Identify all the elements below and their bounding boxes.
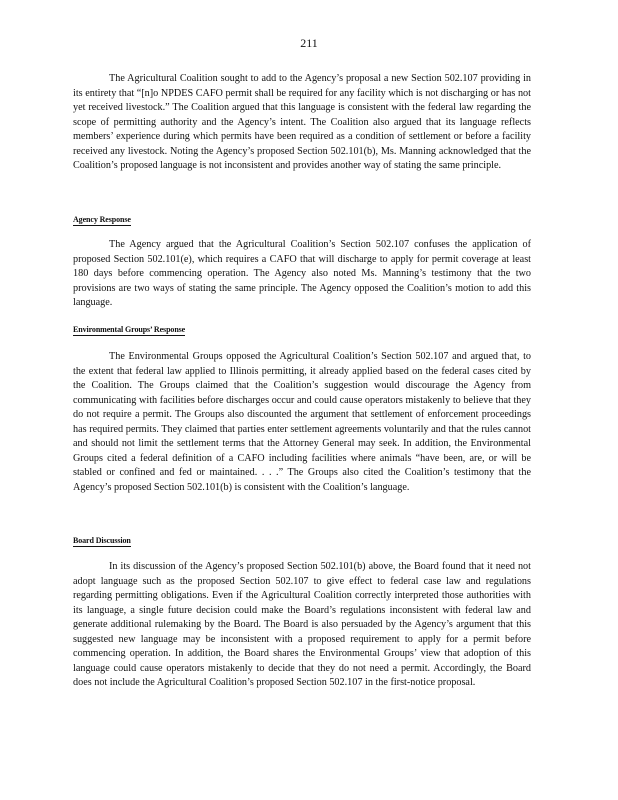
paragraph-environmental-groups-response: The Environmental Groups opposed the Agricultural Coalition’s Section 502.107 and argued that, to the extent that federal law applied to Illinois permitting, it already applied based on the federal cases cited by the Coalition. The Groups claimed that the Coalition’s suggestion would discourage the Agency from communicating with facilities before discharges occur and could cause operators mistakenly to believe that they do not require a permit. The Groups also discounted the argument that settlement of enforcement proceedings has required permits. They claimed that parties enter settlement agreements voluntarily and that the rules cannot and should not limit the settlement terms that the Attorney General may seek. In addition, the Environmental Groups cited a federal definition of a CAFO including facilities where animals “have been, are, or will be stabled or confined and fed or maintained. . . .” The Groups also cited the Coalition’s testimony that the Agency’s proposed Section 502.101(b) is consistent with the Coalition’s language. <box>73 351 531 493</box>
paragraph-agency-response: The Agency argued that the Agricultural Coalition’s Section 502.107 confuses the application of proposed Section 502.101(e), which requires a CAFO that will discharge to apply for permit coverage at least 180 days before commencing operation. The Agency also noted Ms. Manning’s testimony that the two provisions are two ways of stating the same principle. The Agency opposed the Coalition’s motion to add this language. <box>73 239 531 308</box>
heading-board-discussion: Board Discussion <box>73 536 131 545</box>
page-number: 211 <box>300 36 318 50</box>
heading-environmental-groups-response: Environmental Groups’ Response <box>73 325 186 334</box>
heading-agency-response: Agency Response <box>73 215 131 224</box>
paragraph-coalition-proposal: The Agricultural Coalition sought to add to the Agency’s proposal a new Section 502.107 providing in its entirety that “[n]o NPDES CAFO permit shall be required for any facility which is not discharging or has not yet received livestock.” The Coalition argued that this language is consistent with the federal law regarding the scope of permitting authority and the Agency’s intent. The Coalition also argued that its language reflects members’ experience during which permits have been required as a condition of settlement or before a facility received any livestock. Noting the Agency’s proposed Section 502.101(b), Ms. Manning acknowledged that the Coalition’s proposed language is not inconsistent and provides another way of stating the same principle. <box>73 73 531 171</box>
paragraph-board-discussion: In its discussion of the Agency’s proposed Section 502.101(b) above, the Board found that it need not adopt language such as the proposed Section 502.107 to give effect to federal case law and regulations regarding permitting obligations. Even if the Agricultural Coalition correctly interpreted those authorities with its language, a single future decision could make the Board’s regulations inconsistent with federal law and generate additional rulemaking by the Board. The Board is also persuaded by the Agency’s argument that this suggested new language may be inconsistent with a proposed requirement to apply for a permit before commencing operation. In addition, the Board shares the Environmental Groups’ view that adoption of this language could cause operators mistakenly to decide that they do not need a permit. Accordingly, the Board does not include the Agricultural Coalition’s proposed Section 502.107 in the first-notice proposal. <box>73 561 531 688</box>
